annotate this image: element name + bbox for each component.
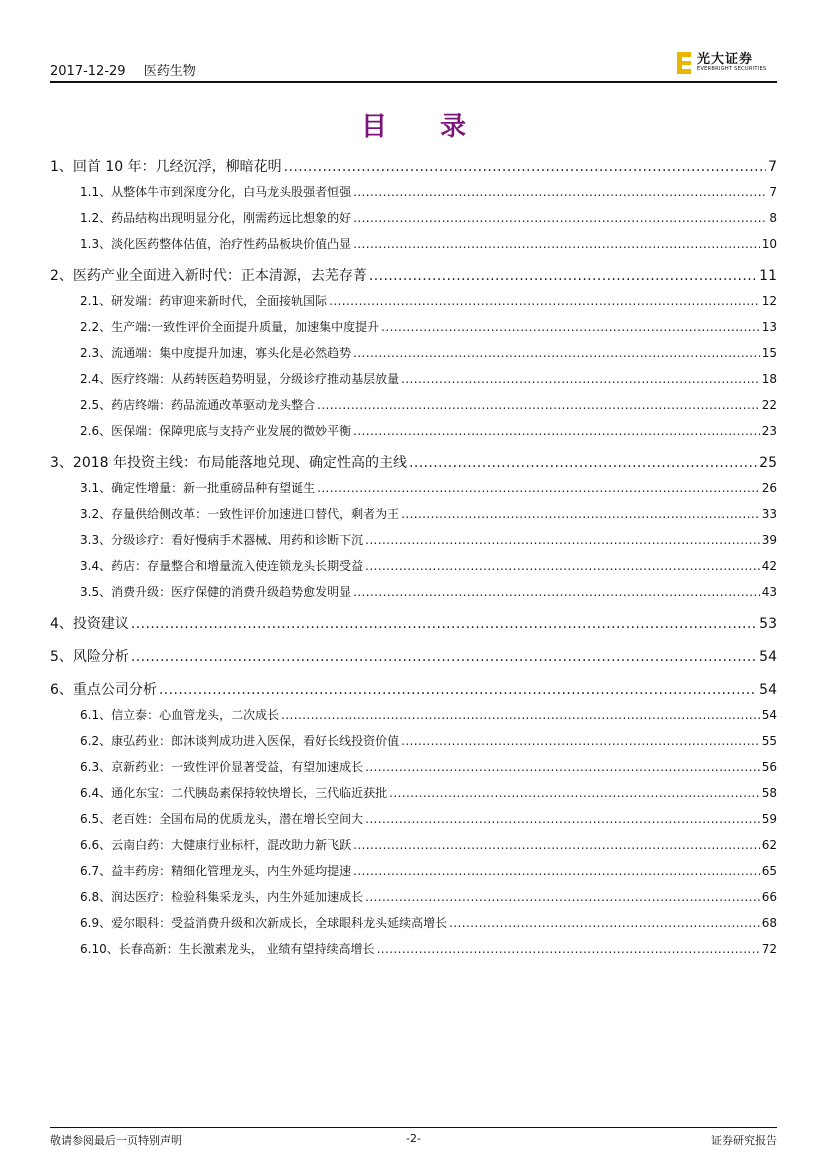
toc-leader	[369, 266, 757, 287]
page-title: 目 录	[360, 112, 489, 142]
toc-title: 云南白药：大健康行业标杆，混改助力新飞跃	[111, 838, 352, 852]
report-sector: 医药生物	[143, 64, 196, 79]
toc-number: 2.3、	[80, 346, 112, 360]
toc-number: 3.5、	[80, 585, 112, 599]
toc-entry[interactable]	[50, 757, 777, 777]
toc-number: 2.4、	[80, 372, 112, 386]
toc-entry[interactable]	[50, 647, 777, 668]
toc-number: 6.2、	[80, 734, 112, 748]
toc-title: 生产端:一致性评价全面提升质量，加速集中度提升	[111, 320, 380, 334]
toc-entry[interactable]	[50, 157, 777, 178]
page-number: -2-	[406, 1132, 421, 1145]
toc-page: 33	[761, 507, 777, 521]
toc-leader	[317, 395, 760, 415]
toc-entry[interactable]	[50, 913, 777, 933]
toc-number: 5、	[50, 649, 73, 665]
toc-number: 6.5、	[80, 812, 112, 826]
toc-entry[interactable]	[50, 182, 777, 202]
toc-page: 8	[769, 211, 777, 225]
toc-entry[interactable]	[50, 530, 777, 550]
toc-page: 12	[761, 294, 777, 308]
toc-page: 13	[761, 320, 777, 334]
toc-page: 66	[761, 890, 777, 904]
toc-page: 22	[761, 398, 777, 412]
toc-title: 淡化医药整体估值，治疗性药品板块价值凸显	[111, 237, 352, 251]
toc-leader	[401, 369, 760, 389]
logo-text-cn: 光大证券	[697, 52, 754, 67]
toc-page: 55	[761, 734, 777, 748]
toc-page: 7	[768, 159, 777, 175]
toc-leader	[401, 731, 760, 751]
toc-page: 72	[761, 942, 777, 956]
toc-number: 6.10、	[80, 942, 119, 956]
toc-leader	[353, 582, 760, 602]
toc-number: 4、	[50, 616, 73, 632]
toc-leader	[131, 614, 757, 635]
toc-page: 23	[761, 424, 777, 438]
toc-page: 62	[761, 838, 777, 852]
toc-number: 1.2、	[80, 211, 112, 225]
toc-page: 25	[759, 455, 777, 471]
toc-entry[interactable]	[50, 783, 777, 803]
logo-mark-icon	[677, 52, 691, 74]
toc-entry[interactable]	[50, 809, 777, 829]
disclaimer-note: 敬请参阅最后一页特别声明	[50, 1134, 182, 1147]
toc-entry[interactable]	[50, 705, 777, 725]
toc-leader	[409, 453, 757, 474]
page-header	[50, 52, 777, 82]
toc-leader	[365, 887, 760, 907]
toc-number: 2.6、	[80, 424, 112, 438]
toc-leader	[365, 809, 760, 829]
toc-number: 6.6、	[80, 838, 112, 852]
toc-entry[interactable]	[50, 504, 777, 524]
toc-leader	[284, 157, 766, 178]
toc-entry[interactable]	[50, 556, 777, 576]
toc-title: 益丰药房：精细化管理龙头，内生外延均提速	[111, 864, 352, 878]
toc-page: 15	[761, 346, 777, 360]
toc-title: 重点公司分析	[72, 682, 157, 698]
toc-title: 投资建议	[72, 616, 129, 632]
toc-title: 确定性增量：新一批重磅品种有望诞生	[111, 481, 316, 495]
toc-page: 18	[761, 372, 777, 386]
toc-leader	[365, 556, 760, 576]
toc-title: 信立泰：心血管龙头，二次成长	[111, 708, 280, 722]
toc-number: 3、	[50, 455, 73, 471]
toc-title: 长春高新：生长激素龙头， 业绩有望持续高增长	[118, 942, 375, 956]
toc-entry[interactable]	[50, 208, 777, 228]
toc-page: 54	[759, 682, 777, 698]
toc-leader	[381, 317, 760, 337]
toc-title: 京新药业：一致性评价显著受益，有望加速成长	[111, 760, 364, 774]
toc-page: 11	[759, 268, 777, 284]
report-date: 2017-12-29	[50, 64, 126, 79]
toc-entry[interactable]	[50, 731, 777, 751]
toc-number: 3.1、	[80, 481, 112, 495]
toc-title: 回首 10 年：几经沉浮，柳暗花明	[72, 159, 282, 175]
toc-number: 3.3、	[80, 533, 112, 547]
toc-leader	[449, 913, 760, 933]
toc-title: 存量供给侧改革：一致性评价加速进口替代，剩者为王	[111, 507, 400, 521]
toc-title: 2018 年投资主线：布局能落地兑现、确定性高的主线	[72, 455, 407, 471]
toc-leader	[389, 783, 760, 803]
toc-title: 药店终端：药品流通改革驱动龙头整合	[111, 398, 316, 412]
toc-title: 药店：存量整合和增量流入使连锁龙头长期受益	[111, 559, 364, 573]
toc-number: 2.5、	[80, 398, 112, 412]
toc-leader	[317, 478, 760, 498]
toc-leader	[353, 234, 760, 254]
company-logo	[677, 46, 777, 80]
toc-leader	[159, 680, 757, 701]
toc-title: 分级诊疗：看好慢病手术器械、用药和诊断下沉	[111, 533, 364, 547]
toc-entry[interactable]	[50, 234, 777, 254]
toc-leader	[329, 291, 760, 311]
table-of-contents	[50, 157, 777, 959]
toc-entry[interactable]	[50, 835, 777, 855]
toc-leader	[353, 421, 760, 441]
toc-title: 医疗终端：从药转医趋势明显，分级诊疗推动基层放量	[111, 372, 400, 386]
toc-number: 6.9、	[80, 916, 112, 930]
toc-entry[interactable]	[50, 680, 777, 701]
toc-entry[interactable]	[50, 343, 777, 363]
toc-number: 6、	[50, 682, 73, 698]
toc-entry[interactable]	[50, 421, 777, 441]
toc-entry[interactable]	[50, 395, 777, 415]
toc-leader	[401, 504, 760, 524]
toc-title: 药品结构出现明显分化，刚需药远比想象的好	[111, 211, 352, 225]
toc-title: 医药产业全面进入新时代：正本清源，去芜存菁	[72, 268, 367, 284]
toc-page: 42	[761, 559, 777, 573]
toc-number: 6.1、	[80, 708, 112, 722]
toc-title: 流通端：集中度提升加速，寡头化是必然趋势	[111, 346, 352, 360]
report-type: 证券研究报告	[711, 1134, 777, 1147]
toc-leader	[353, 182, 767, 202]
toc-page: 58	[761, 786, 777, 800]
toc-title: 老百姓：全国布局的优质龙头，潜在增长空间大	[111, 812, 364, 826]
toc-entry[interactable]	[50, 861, 777, 881]
toc-page: 7	[769, 185, 777, 199]
toc-number: 6.8、	[80, 890, 112, 904]
toc-page: 26	[761, 481, 777, 495]
toc-page: 53	[759, 616, 777, 632]
toc-title: 从整体牛市到深度分化，白马龙头股强者恒强	[111, 185, 352, 199]
toc-leader	[353, 861, 760, 881]
toc-title: 医保端：保障兜底与支持产业发展的微妙平衡	[111, 424, 352, 438]
toc-leader	[281, 705, 760, 725]
toc-entry[interactable]	[50, 478, 777, 498]
toc-number: 1.1、	[80, 185, 112, 199]
toc-page: 56	[761, 760, 777, 774]
toc-entry[interactable]	[50, 614, 777, 635]
toc-number: 2.1、	[80, 294, 112, 308]
toc-page: 54	[759, 649, 777, 665]
toc-leader	[377, 939, 760, 959]
toc-title: 爱尔眼科：受益消费升级和次新成长，全球眼科龙头延续高增长	[111, 916, 448, 930]
toc-number: 2、	[50, 268, 73, 284]
toc-entry[interactable]	[50, 453, 777, 474]
toc-number: 1.3、	[80, 237, 112, 251]
toc-title: 通化东宝：二代胰岛素保持较快增长，三代临近获批	[111, 786, 388, 800]
toc-number: 6.3、	[80, 760, 112, 774]
toc-entry[interactable]	[50, 369, 777, 389]
toc-page: 39	[761, 533, 777, 547]
toc-page: 59	[761, 812, 777, 826]
toc-entry[interactable]	[50, 582, 777, 602]
toc-number: 6.7、	[80, 864, 112, 878]
toc-page: 54	[761, 708, 777, 722]
toc-leader	[353, 835, 760, 855]
toc-leader	[365, 530, 760, 550]
toc-number: 6.4、	[80, 786, 112, 800]
toc-title: 润达医疗：检验科集采龙头，内生外延加速成长	[111, 890, 364, 904]
toc-title: 消费升级：医疗保健的消费升级趋势愈发明显	[111, 585, 352, 599]
toc-page: 43	[761, 585, 777, 599]
logo-text-en: EVERBRIGHT SECURITIES	[697, 66, 767, 72]
header-info	[50, 60, 210, 79]
footer-rule	[50, 1127, 777, 1128]
toc-title: 研发端：药审迎来新时代，全面接轨国际	[111, 294, 328, 308]
toc-entry[interactable]	[50, 317, 777, 337]
toc-leader	[131, 647, 757, 668]
toc-number: 1、	[50, 159, 73, 175]
toc-entry[interactable]	[50, 939, 777, 959]
toc-page: 68	[761, 916, 777, 930]
toc-entry[interactable]	[50, 887, 777, 907]
toc-leader	[353, 208, 767, 228]
toc-title: 风险分析	[72, 649, 129, 665]
toc-number: 2.2、	[80, 320, 112, 334]
toc-number: 3.4、	[80, 559, 112, 573]
toc-leader	[353, 343, 760, 363]
toc-title: 康弘药业：郎沐谈判成功进入医保，看好长线投资价值	[111, 734, 400, 748]
toc-entry[interactable]	[50, 266, 777, 287]
header-rule	[50, 81, 777, 83]
toc-entry[interactable]	[50, 291, 777, 311]
toc-leader	[365, 757, 760, 777]
toc-page: 10	[761, 237, 777, 251]
toc-number: 3.2、	[80, 507, 112, 521]
toc-page: 65	[761, 864, 777, 878]
